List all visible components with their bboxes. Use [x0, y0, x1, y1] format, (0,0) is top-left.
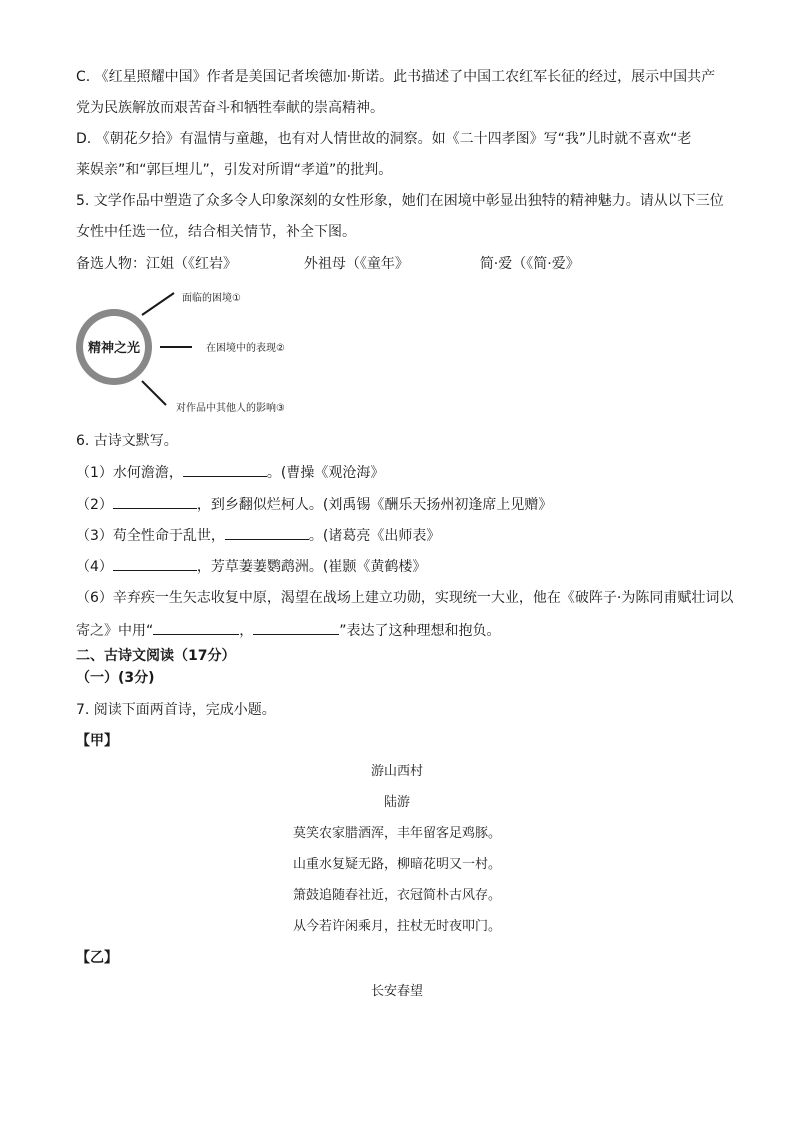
option-c-line-1: C. 《红星照耀中国》作者是美国记者埃德加·斯诺。此书描述了中国工农红军长征的经过，展示中国共产	[76, 69, 716, 85]
option-d-line-2: 莱娱亲”和“郭巨埋儿”，引发对所谓“孝道”的批判。	[76, 162, 393, 178]
section-2-subtitle: （一）(3分)	[76, 670, 155, 686]
branch-line-3	[142, 381, 166, 405]
q6-item-4-text-b: ，芳草萋萋鹦鹉洲。(崔颢《黄鹤楼》	[196, 559, 427, 575]
q6-item-1	[76, 462, 384, 483]
q6-item-3-text-b: 。(诸葛亮《出师表》	[308, 528, 441, 544]
poem-1-line-1: 莫笑农家腊酒浑，丰年留客足鸡豚。	[292, 826, 501, 841]
branch-label-2: 在困境中的表现②	[206, 343, 285, 354]
answer-blank-2[interactable]	[113, 494, 197, 509]
q7-prompt: 7. 阅读下面两首诗，完成小题。	[76, 702, 276, 718]
center-label: 精神之光	[87, 341, 141, 356]
section-2-title: 二、古诗文阅读（17分）	[76, 648, 236, 664]
q6-item-3-text-a: （3）苟全性命于乱世，	[76, 528, 225, 544]
q6-item-4	[76, 556, 426, 577]
q5-candidates	[76, 254, 580, 274]
label-jia: 【甲】	[76, 733, 118, 749]
q6-item-6-text-a: 寄之》中用“	[76, 623, 154, 639]
option-c-line-2: 党为民族解放而艰苦奋斗和牺牲奉献的崇高精神。	[76, 100, 384, 116]
q6-item-6-text-b: ，	[239, 623, 254, 639]
q6-item-1-text-b: 。(曹操《观沧海》	[266, 465, 385, 481]
q6-item-2-text-b: ，到乡翻似烂柯人。(刘禹锡《酬乐天扬州初逢席上见赠》	[196, 497, 553, 513]
label-yi: 【乙】	[76, 950, 118, 966]
q5-prompt-line-2: 女性中任选一位，结合相关情节，补全下图。	[76, 224, 356, 240]
branch-label-3: 对作品中其他人的影响③	[176, 403, 285, 414]
candidate-2: 外祖母（《童年》	[303, 256, 409, 272]
q6-item-3	[76, 525, 440, 546]
branch-label-1: 面临的困境①	[182, 293, 241, 304]
poem-1-line-3: 箫鼓追随春社近，衣冠简朴古风存。	[292, 888, 501, 903]
q6-item-4-text-a: （4）	[76, 559, 113, 575]
poem-1-line-4: 从今若许闲乘月，拄杖无时夜叩门。	[292, 919, 501, 934]
answer-blank-6[interactable]	[253, 620, 339, 635]
answer-blank-3[interactable]	[225, 525, 309, 540]
answer-blank-4[interactable]	[113, 556, 197, 571]
option-d-line-1: D. 《朝花夕拾》有温情与童趣，也有对人情世故的洞察。如《二十四孝图》写“我”儿时就不喜欢“老	[76, 131, 692, 147]
q6-item-2-text-a: （2）	[76, 497, 113, 513]
q6-item-6-line-2	[76, 620, 501, 641]
answer-blank-1[interactable]	[183, 462, 267, 477]
branch-line-1	[142, 293, 174, 315]
q6-title: 6. 古诗文默写。	[76, 433, 178, 449]
answer-blank-5[interactable]	[153, 620, 239, 635]
q6-item-2	[76, 494, 552, 515]
q6-item-6-text-c: ”表达了这种理想和抱负。	[339, 623, 501, 639]
q6-item-1-text-a: （1）水何澹澹，	[76, 465, 183, 481]
poem-1-line-2: 山重水复疑无路，柳暗花明又一村。	[292, 857, 501, 872]
poem-2-title: 长安春望	[370, 984, 423, 999]
candidate-1: 备选人物：江姐（《红岩》	[76, 256, 237, 272]
spirit-diagram	[70, 285, 330, 415]
q6-item-6-line-1: （6）辛弃疾一生矢志收复中原，渴望在战场上建立功勋，实现统一大业，他在《破阵子·为陈同甫赋壮词以	[76, 590, 734, 606]
poem-1-author: 陆游	[383, 795, 410, 810]
poem-1-title: 游山西村	[370, 764, 423, 779]
q5-prompt-line-1: 5. 文学作品中塑造了众多令人印象深刻的女性形象，她们在困境中彰显出独特的精神魅力。请从以下三位	[76, 193, 724, 209]
candidate-3: 简·爱（《简·爱》	[479, 256, 580, 272]
